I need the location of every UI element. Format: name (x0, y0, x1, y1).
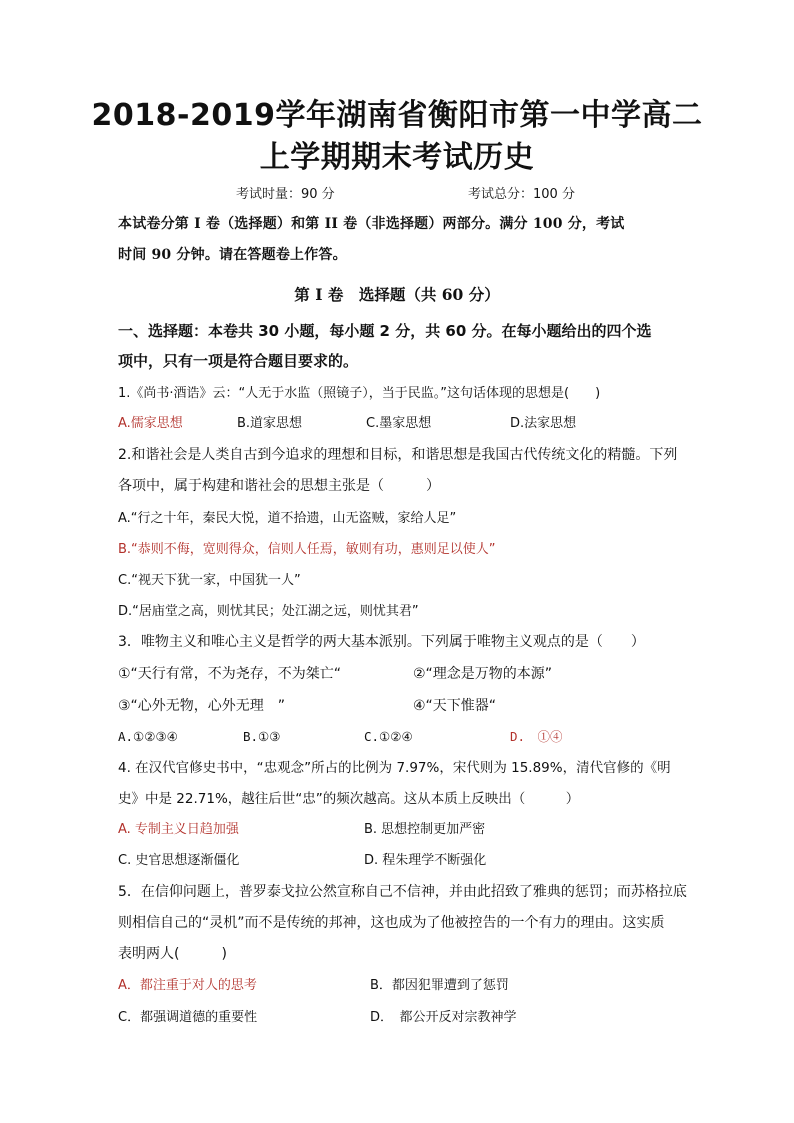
question-2-stem-line-2: 各项中，属于构建和谐社会的思想主张是（ ） (118, 478, 440, 494)
question-5-option-c: C．都强调道德的重要性 (118, 1010, 258, 1025)
question-2-option-b: B.“恭则不侮，宽则得众，信则人任焉，敏则有功，惠则足以使人” (118, 542, 496, 557)
question-4-stem-line-2: 史》中是 22.71%，越往后世“忠”的频次越高。这从本质上反映出（ ） (118, 791, 580, 807)
intro-line-1: 本试卷分第 I 卷（选择题）和第 II 卷（非选择题）两部分。满分 100 分，考试 (118, 216, 625, 232)
question-5-stem-line-3: 表明两人( ) (118, 946, 227, 962)
question-3-option-b: B.①③ (243, 729, 281, 744)
question-4-option-a: A. 专制主义日趋加强 (118, 822, 239, 837)
exam-total-score: 考试总分：100 分 (468, 187, 575, 202)
question-3-statement-3: ③“心外无物，心外无理 ” (118, 698, 286, 714)
question-3-stem: 3．唯物主义和唯心主义是哲学的两大基本派别。下列属于唯物主义观点的是（ ） (118, 634, 645, 650)
question-2-option-d: D.“居庙堂之高，则忧其民；处江湖之远，则忧其君” (118, 604, 419, 619)
question-3-option-d: D. ①④ (510, 729, 563, 744)
question-5-stem-line-1: 5．在信仰问题上，普罗泰戈拉公然宣称自己不信神，并由此招致了雅典的惩罚；而苏格拉底 (118, 884, 687, 900)
question-2-stem-line-1: 2.和谐社会是人类自古到今追求的理想和目标，和谐思想是我国古代传统文化的精髓。下列 (118, 447, 678, 463)
question-1-option-b: B.道家思想 (237, 416, 303, 431)
question-1-option-c: C.墨家思想 (366, 416, 432, 431)
question-1-option-d: D.法家思想 (510, 416, 577, 431)
question-3-statement-2: ②“理念是万物的本源” (413, 666, 553, 682)
question-3-statement-1: ①“天行有常，不为尧存，不为桀亡“ (118, 666, 342, 682)
question-4-option-d: D. 程朱理学不断强化 (364, 853, 487, 868)
exam-time: 考试时量：90 分 (236, 187, 335, 202)
question-2-option-a: A.“行之十年，秦民大悦，道不拾遗，山无盗贼，家给人足” (118, 511, 457, 526)
question-4-stem-line-1: 4. 在汉代官修史书中，“忠观念”所占的比例为 7.97%，宋代则为 15.89%，清代官修的《明 (118, 760, 671, 776)
section-title: 第 I 卷 选择题（共 60 分） (294, 285, 500, 304)
question-3-statement-4: ④“天下惟器“ (413, 698, 497, 714)
instruction-line-2: 项中，只有一项是符合题目要求的。 (118, 352, 359, 370)
question-5-option-a: A．都注重于对人的思考 (118, 978, 257, 993)
instruction-line-1: 一、选择题：本卷共 30 小题，每小题 2 分，共 60 分。在每小题给出的四个选 (118, 322, 652, 340)
question-2-option-c: C.“视天下犹一家，中国犹一人” (118, 573, 301, 588)
document-title-line-1: 2018-2019学年湖南省衡阳市第一中学高二 (91, 98, 703, 133)
question-1-option-a: A.儒家思想 (118, 416, 183, 431)
question-3-option-c: C.①②④ (364, 729, 413, 744)
question-5-option-d: D． 都公开反对宗教神学 (370, 1010, 517, 1025)
question-5-option-b: B．都因犯罪遭到了惩罚 (370, 978, 509, 993)
question-4-option-b: B. 思想控制更加严密 (364, 822, 486, 837)
question-3-option-a: A.①②③④ (118, 729, 178, 744)
intro-line-2: 时间 90 分钟。请在答题卷上作答。 (118, 247, 347, 263)
question-5-stem-line-2: 则相信自己的“灵机”而不是传统的邦神，这也成为了他被控告的一个有力的理由。这实质 (118, 915, 665, 931)
question-4-option-c: C. 史官思想逐渐僵化 (118, 853, 240, 868)
document-title-line-2: 上学期期末考试历史 (259, 140, 535, 175)
question-1-stem: 1.《尚书·酒诰》云：“人无于水监（照镜子），当于民监。”这句话体现的思想是( ) (118, 386, 601, 401)
